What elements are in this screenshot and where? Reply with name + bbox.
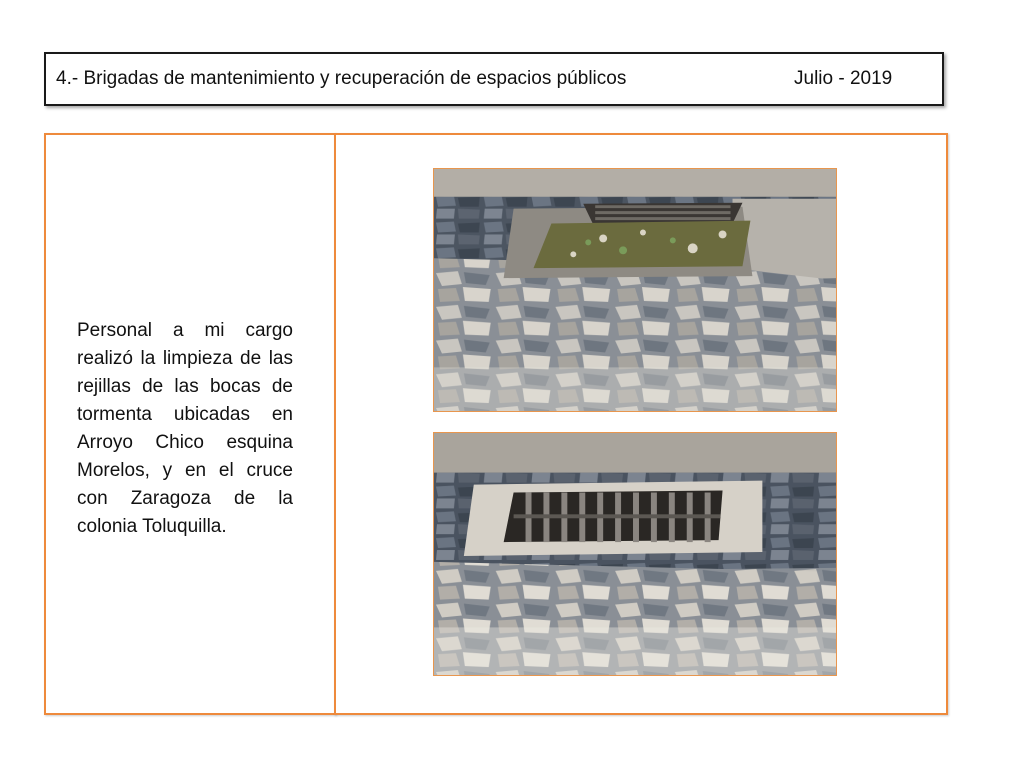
photo-after-image	[434, 433, 836, 675]
description-text: Personal a mi cargo realizó la limpieza de las rejillas de las bocas de tormenta ubicadas en Arroyo Chico esquina Morelos, y en el cruce con Zaragoza de la colonia Toluquilla.	[77, 320, 293, 537]
photo-before	[433, 168, 837, 412]
text-panel	[44, 133, 336, 715]
photo-after	[433, 432, 837, 676]
slide-title: 4.- Brigadas de mantenimiento y recuperación de espacios públicos	[56, 68, 627, 89]
slide-date: Julio - 2019	[794, 68, 893, 89]
photo-panel	[334, 133, 948, 715]
slide-header	[44, 52, 944, 106]
photo-before-image	[434, 169, 836, 411]
